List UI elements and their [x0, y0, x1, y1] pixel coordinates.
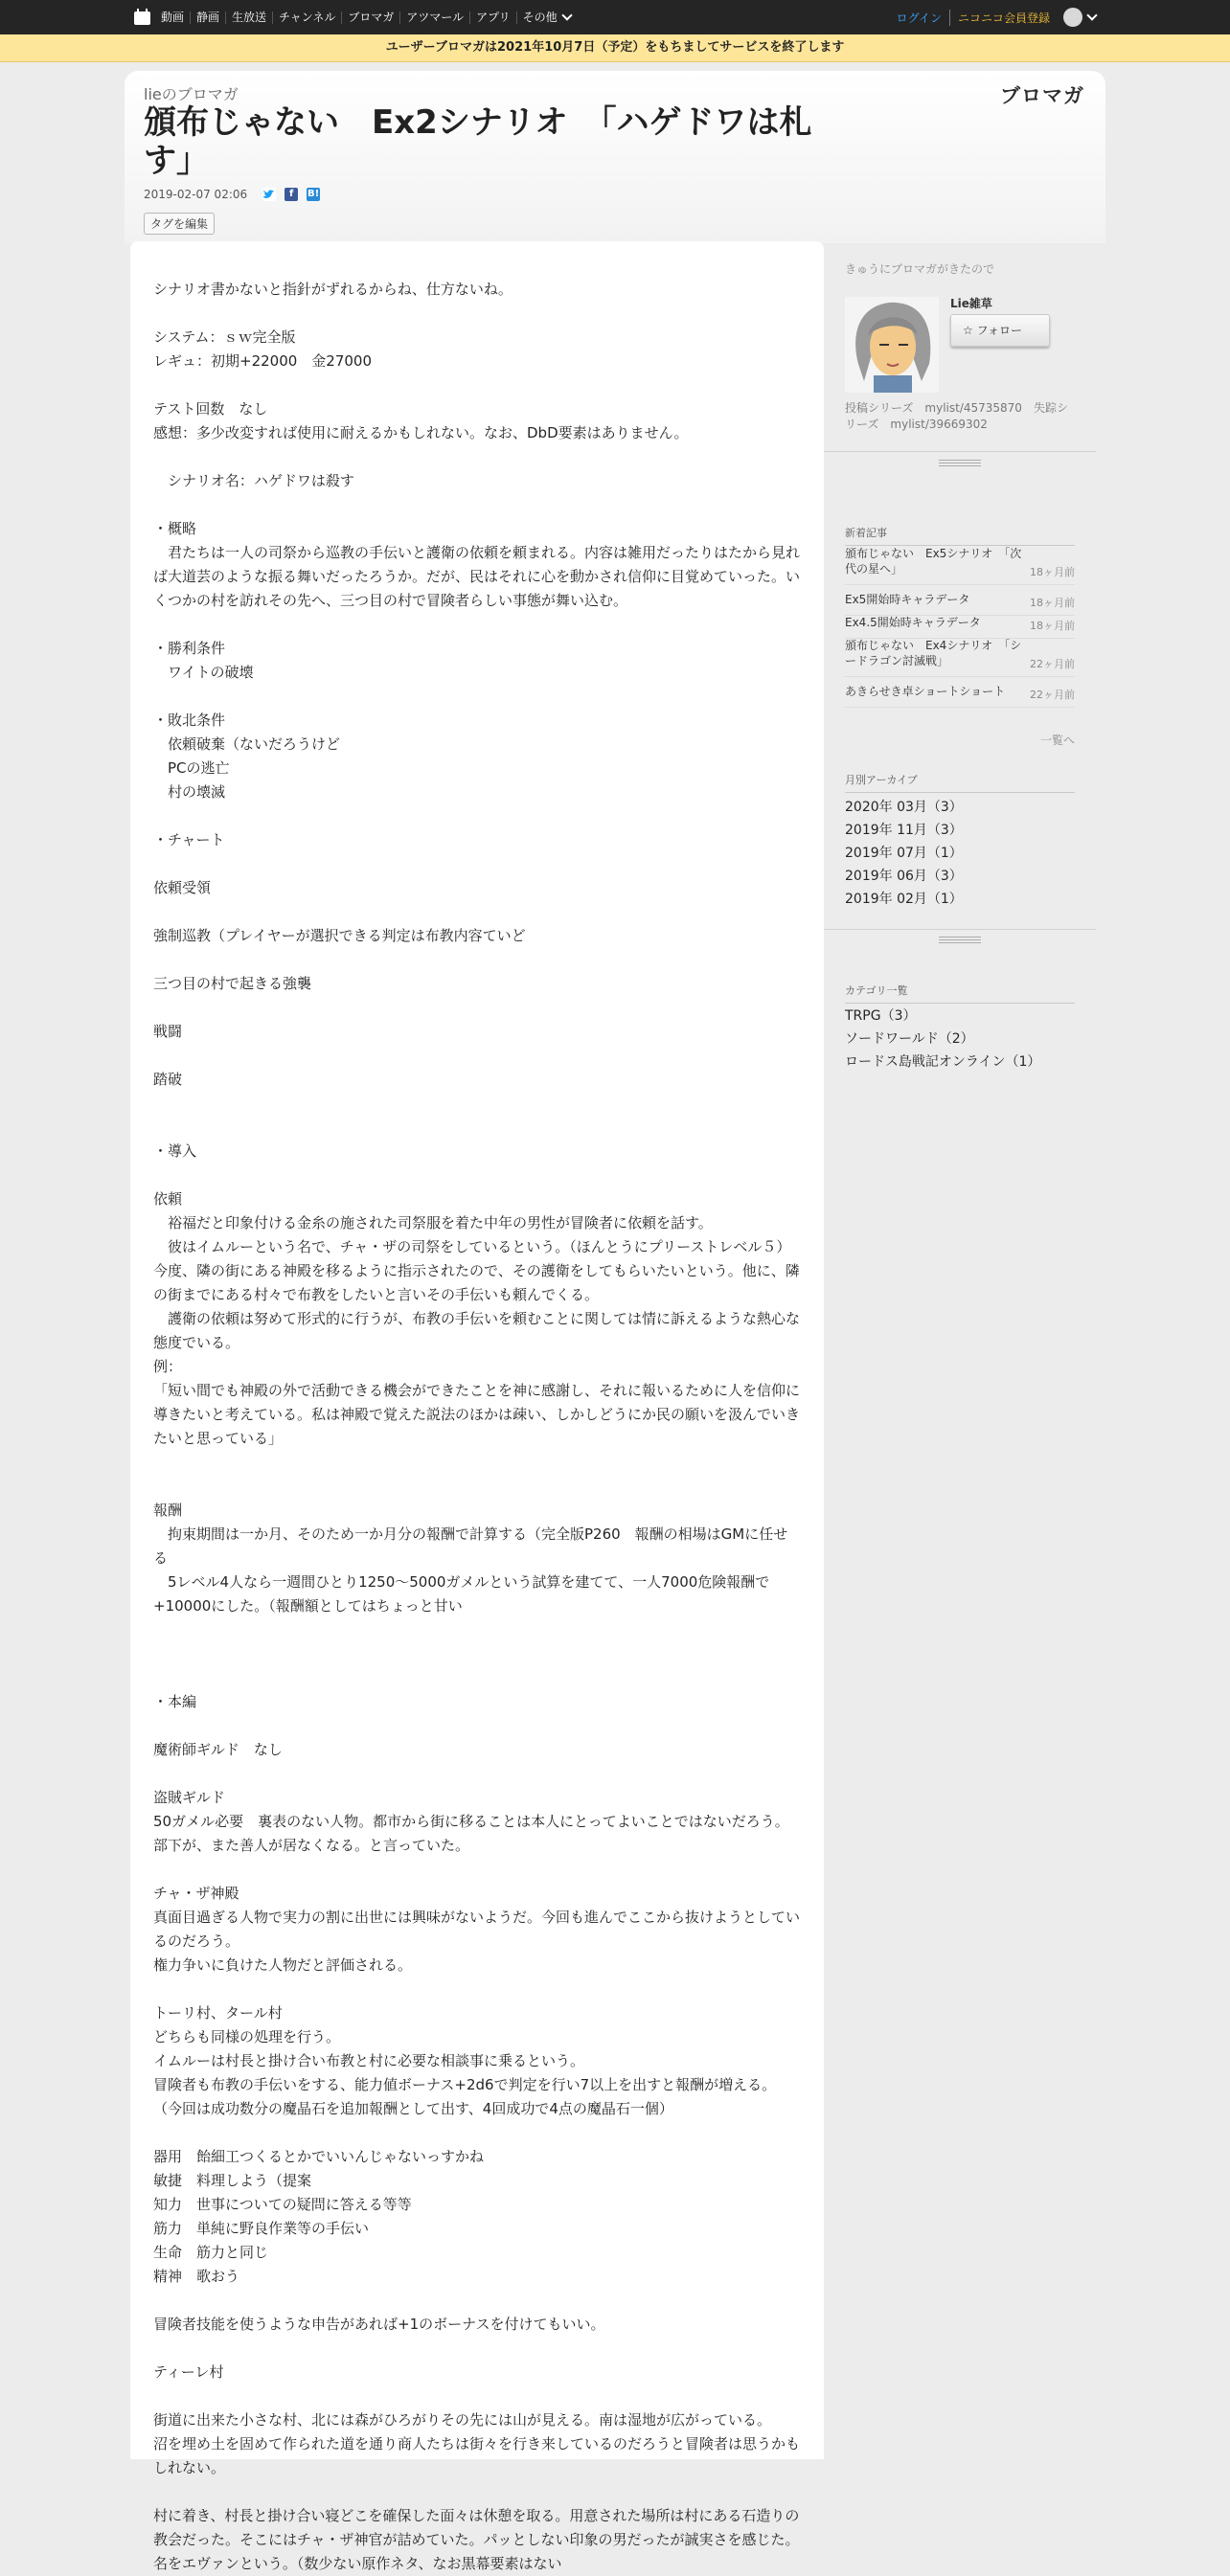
follow-button[interactable]: [950, 314, 1050, 347]
channel-description: きゅうにブロマガがきたので: [845, 262, 995, 276]
archive-month-link[interactable]: 2019年 06月（3）: [845, 869, 963, 884]
login-link[interactable]: ログイン: [897, 10, 950, 26]
category-link[interactable]: ロードス島戦記オンライン（1）: [845, 1054, 1041, 1070]
blank-line: [153, 1642, 801, 1666]
blank-line: [153, 1116, 801, 1140]
article-paragraph: チャ・ザ神殿 真面目過ぎる人物で実力の割に出世には興味がないようだ。今回も進んでここから抜けようとしているのだろう。 権力争いに負けた人物だと評価される。: [153, 1885, 801, 1974]
blank-line: [153, 685, 801, 709]
article-paragraph: 強制巡教（プレイヤーが選択できる判定は布教内容ていど: [153, 927, 526, 944]
article-meta: [144, 188, 320, 201]
article-paragraph: 依頼 裕福だと印象付ける金糸の施された司祭服を着た中年の男性が冒険者に依頼を話す。 彼はイムルーという名で、チャ・ザの司祭をしているという。（ほんとうにプリーストレベル５） 今度、隣の街にある神殿を移るように指示されたので、その護衛をしてもらいたいという。他に、隣の街までにある村々で布教をしたいと言いその手伝いも頼んでくる。 護衛の依頼は努めて形式的に行うが、布教の手伝いを頼むことに関しては情に訴えるような熱心な態度でいる。 例： 「短い間でも神殿の外で活動できる機会ができたことを神に感謝し、それに報いるために人を信仰に導きたいと考えている。私は神殿で覚えた説法のほかは疎い、しかしどうにか民の願いを汲んでいきたいと思っている」: [153, 1190, 801, 1447]
recent-article-date: 22ヶ月前: [1030, 689, 1075, 701]
recent-article-title: 頒布じゃない Ex5シナリオ 「次代の星へ」: [845, 547, 1022, 576]
blank-line: [153, 1164, 801, 1187]
recent-article-item[interactable]: [845, 592, 1075, 616]
recent-article-item[interactable]: [845, 684, 1075, 708]
blank-line: [153, 302, 801, 326]
blank-line: [153, 900, 801, 924]
blank-line: [153, 804, 801, 828]
article-paragraph: 戦闘: [153, 1023, 183, 1040]
nav-link-channel[interactable]: チャンネル: [272, 11, 341, 24]
article-paragraph: 報酬 拘束期間は一か月、そのため一か月分の報酬で計算する（完全版P260 報酬の相場はGMに任せる 5レベル4人なら一週間ひとり1250～5000ガメルという試算を建てて、一人7000危険報酬で+10000にした。（報酬額としてはちょっと甘い: [153, 1502, 788, 1615]
archive-month-link[interactable]: 2020年 03月（3）: [845, 800, 963, 815]
category-link[interactable]: ソードワールド（2）: [845, 1031, 974, 1047]
blank-line: [153, 2480, 801, 2504]
recent-article-item[interactable]: [845, 615, 1075, 639]
recent-article-item[interactable]: [845, 546, 1075, 585]
top-navigation: [0, 0, 1230, 34]
nav-link-seiga[interactable]: 静画: [190, 11, 225, 24]
article-paragraph: 盗賊ギルド 50ガメル必要 裏表のない人物。都市から街に移ることは本人にとってよいことではないだろう。 部下が、また善人が居なくなる。と言っていた。: [153, 1789, 789, 1854]
blomaga-brand-logo[interactable]: ブロマガ: [1000, 84, 1084, 107]
blank-line: [153, 1762, 801, 1786]
chevron-down-icon: [561, 10, 572, 20]
hatena-share-icon[interactable]: B!: [308, 189, 320, 199]
niconico-logo-icon[interactable]: [134, 9, 150, 25]
article-title: 頒布じゃない Ex2シナリオ 「ハゲドワは札す」: [144, 103, 812, 180]
author-name[interactable]: Lie雑草: [950, 297, 992, 310]
blank-line: [153, 1475, 801, 1499]
section-divider-handle-icon: [824, 935, 1096, 950]
article-paragraph: 冒険者技能を使うような申告があれば+1のボーナスを付けてもいい。: [153, 2316, 605, 2333]
nav-link-live[interactable]: 生放送: [225, 11, 272, 24]
channel-name-link[interactable]: lieのブロマガ: [144, 85, 239, 103]
article-paragraph: ・チャート: [153, 831, 225, 848]
nav-link-more-label: その他: [522, 10, 558, 24]
article-paragraph: トーリ村、タール村 どちらも同様の処理を行う。 イムルーは村長と掛け合い布教と村に必要な相談事に乗るという。 冒険者も布教の手伝いをする、能力値ボーナス+2d6で判定を行い7以上を出すと報酬が増える。 （今回は成功数分の魔晶石を追加報酬として出す、4回成功で4点の魔晶石一個）: [153, 2004, 777, 2117]
nav-link-app[interactable]: アプリ: [469, 11, 516, 24]
article-paragraph: ・導入: [153, 1142, 197, 1160]
publish-date: 2019-02-07 02:06: [144, 188, 248, 201]
article-paragraph: ・概略 君たちは一人の司祭から巡教の手伝いと護衛の依頼を頼まれる。内容は雑用だったりはたから見れば大道芸のような振る舞いだったろうか。だが、民はそれに心を動かされ信仰に目覚めていった。いくつかの村を訪れその先へ、三つ目の村で冒険者らしい事態が舞い込む。: [153, 520, 801, 609]
blank-line: [153, 493, 801, 517]
article-paragraph: システム：ｓｗ完全版 レギュ：初期+22000 金27000: [153, 328, 373, 370]
nav-link-video[interactable]: 動画: [161, 10, 185, 24]
twitter-share-icon[interactable]: [262, 188, 276, 201]
recent-article-title: Ex5開始時キャラデータ: [845, 593, 970, 606]
article-paragraph: 街道に出来た小さな村、北には森がひろがりその先には山が見える。南は湿地が広がっている。 沼を埋め土を固めて作られた道を通り商人たちは街々を行き来しているのだろうと冒険者は思うかもしれない。: [153, 2411, 801, 2476]
blank-line: [153, 948, 801, 972]
recent-article-date: 18ヶ月前: [1030, 566, 1075, 578]
article-body: [153, 278, 801, 2576]
article-paragraph: シナリオ書かないと指針がずれるからね、仕方ないね。: [153, 281, 512, 298]
blank-line: [153, 1044, 801, 1068]
article-paragraph: 踏破: [153, 1071, 183, 1088]
article-main: [130, 241, 824, 2572]
blank-line: [153, 2337, 801, 2361]
category-link[interactable]: TRPG（3）: [845, 1008, 917, 1024]
recent-article-title: 頒布じゃない Ex4シナリオ 「シードラゴン討滅戦」: [845, 639, 1022, 667]
blank-line: [153, 1092, 801, 1116]
recent-article-item[interactable]: [845, 638, 1075, 677]
facebook-share-icon[interactable]: f: [285, 188, 298, 201]
recent-article-date: 18ヶ月前: [1030, 597, 1075, 609]
blank-line: [153, 1451, 801, 1475]
category-list-heading: カテゴリ一覧: [845, 983, 1075, 1004]
archive-month-link[interactable]: 2019年 02月（1）: [845, 892, 963, 907]
user-menu-chevron-icon[interactable]: [1086, 10, 1097, 20]
blank-line: [153, 852, 801, 876]
blank-line: [153, 1714, 801, 1738]
blank-line: [153, 1666, 801, 1690]
blank-line: [153, 996, 801, 1020]
article-paragraph: 依頼受領: [153, 879, 212, 896]
blank-line: [153, 2289, 801, 2313]
user-avatar[interactable]: [1063, 8, 1082, 27]
article-paragraph: 三つ目の村で起きる強襲: [153, 975, 312, 992]
article-paragraph: 器用 飴細工つくるとかでいいんじゃないっすかね 敏捷 料理しよう（提案 知力 世事についての疑問に答える等等 筋力 単純に野良作業等の手伝い 生命 筋力と同じ 精神 歌おう: [153, 2148, 485, 2285]
article-paragraph: 村に着き、村長と掛け合い寝どこを確保した面々は休憩を取る。用意された場所は村にある石造りの教会だった。そこにはチャ・ザ神官が詰めていた。パッとしない印象の男だったが誠実さを感じた。名をエヴァンという。（数少ない原作ネタ、なお黒幕要素はない: [153, 2507, 800, 2572]
article-paragraph: シナリオ名：ハゲドワは殺す: [153, 472, 354, 489]
article-paragraph: 魔術師ギルド なし: [153, 1741, 283, 1758]
sidebar: [824, 241, 1096, 2459]
blank-line: [153, 1977, 801, 2001]
register-link[interactable]: ニコニコ会員登録: [957, 11, 1050, 25]
blank-line: [153, 2121, 801, 2145]
article-paragraph: ・本編: [153, 1693, 197, 1710]
recent-article-date: 18ヶ月前: [1030, 620, 1075, 632]
nav-link-more[interactable]: [516, 11, 577, 24]
nav-link-atsumaru[interactable]: アツマール: [399, 11, 469, 24]
section-divider-handle-icon: [824, 458, 1096, 473]
star-icon: ☆: [963, 324, 973, 337]
monthly-archive-heading: 月別アーカイブ: [845, 772, 1075, 793]
recent-article-title: あきらせき卓ショートショート: [845, 685, 1006, 698]
blank-line: [153, 2384, 801, 2408]
recent-article-title: Ex4.5開始時キャラデータ: [845, 616, 981, 629]
nav-link-blomaga[interactable]: ブロマガ: [341, 11, 399, 24]
article-paragraph: テスト回数 なし 感想：多少改変すれば使用に耐えるかもしれない。なお、DbD要素はありません。: [153, 400, 689, 441]
blank-line: [153, 613, 801, 637]
recent-articles-heading: 新着記事: [845, 525, 1075, 546]
archive-month-link[interactable]: 2019年 11月（3）: [845, 823, 963, 838]
article-header: [125, 71, 1105, 243]
profile-image[interactable]: [845, 297, 939, 393]
article-paragraph: ティーレ村: [153, 2363, 224, 2381]
series-links[interactable]: 投稿シリーズ mylist/45735870 失踪シリーズ mylist/39669302: [845, 401, 1068, 431]
more-articles-link[interactable]: 一覧へ: [1039, 734, 1075, 747]
article-paragraph: ・敗北条件 依頼破棄（ないだろうけど PCの逃亡 村の壊滅: [153, 712, 341, 801]
blank-line: [153, 373, 801, 397]
service-end-notice: ユーザーブロマガは2021年10月7日（予定）をもちましてサービスを終了します: [0, 34, 1230, 62]
blank-line: [153, 1618, 801, 1642]
recent-article-date: 22ヶ月前: [1030, 658, 1075, 670]
article-paragraph: ・勝利条件 ワイトの破壊: [153, 640, 254, 681]
archive-month-link[interactable]: 2019年 07月（1）: [845, 846, 963, 861]
blank-line: [153, 445, 801, 469]
edit-tags-button[interactable]: タグを編集: [144, 213, 215, 235]
blank-line: [153, 1858, 801, 1882]
follow-label: フォロー: [976, 324, 1022, 337]
